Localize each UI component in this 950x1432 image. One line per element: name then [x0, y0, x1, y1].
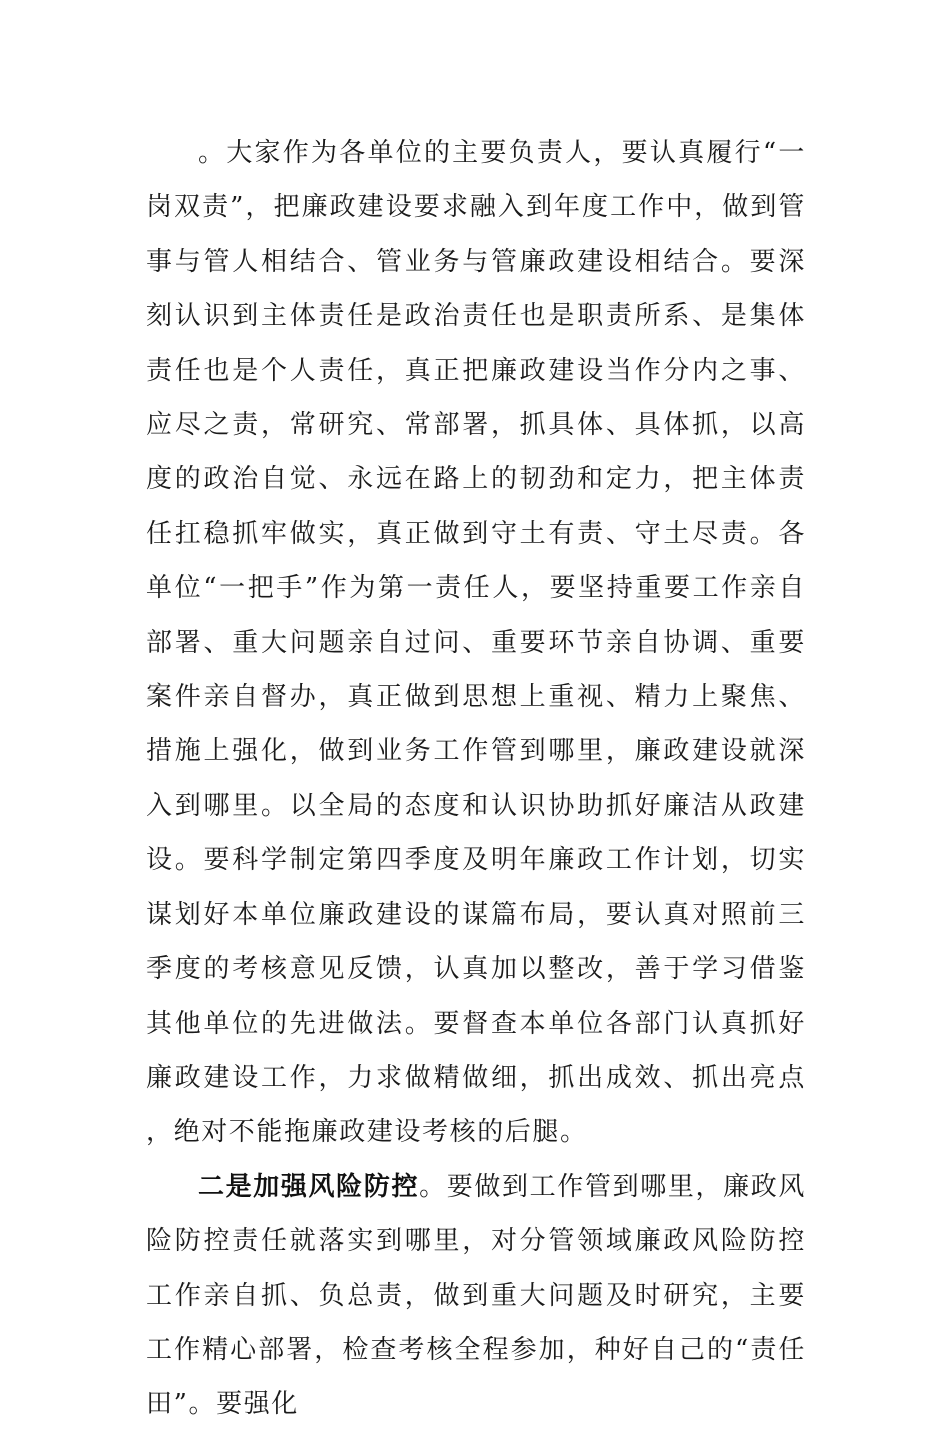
body-text — [146, 126, 806, 1432]
paragraph-2 — [146, 1160, 806, 1432]
paragraph-1 — [146, 126, 806, 1160]
paragraph-2-lead-heading: 二是加强风险防控 — [198, 1171, 420, 1202]
paragraph-2-text: 。要做到工作管到哪里，廉政风险防控责任就落实到哪里，对分管领域廉政风险防控工作亲自抓、负总责，做到重大问题及时研究，主要工作精心部署，检查考核全程参加，种好自己的“责任田”。要强化 — [146, 1171, 806, 1420]
paragraph-1-text: 。大家作为各单位的主要负责人，要认真履行“一岗双责”，把廉政建设要求融入到年度工作中，做到管事与管人相结合、管业务与管廉政建设相结合。要深刻认识到主体责任是政治责任也是职责所系、是集体责任也是个人责任，真正把廉政建设当作分内之事、应尽之责，常研究、常部署，抓具体、具体抓，以高度的政治自觉、永远在路上的韧劲和定力，把主体责任扛稳抓牢做实，真正做到守土有责、守土尽责。各单位“一把手”作为第一责任人，要坚持重要工作亲自部署、重大问题亲自过问、重要环节亲自协调、重要案件亲自督办，真正做到思想上重视、精力上聚焦、措施上强化，做到业务工作管到哪里，廉政建设就深入到哪里。以全局的态度和认识协助抓好廉洁从政建设。要科学制定第四季度及明年廉政工作计划，切实谋划好本单位廉政建设的谋篇布局，要认真对照前三季度的考核意见反馈，认真加以整改，善于学习借鉴其他单位的先进做法。要督查本单位各部门认真抓好廉政建设工作，力求做精做细，抓出成效、抓出亮点，绝对不能拖廉政建设考核的后腿。 — [146, 138, 806, 1148]
